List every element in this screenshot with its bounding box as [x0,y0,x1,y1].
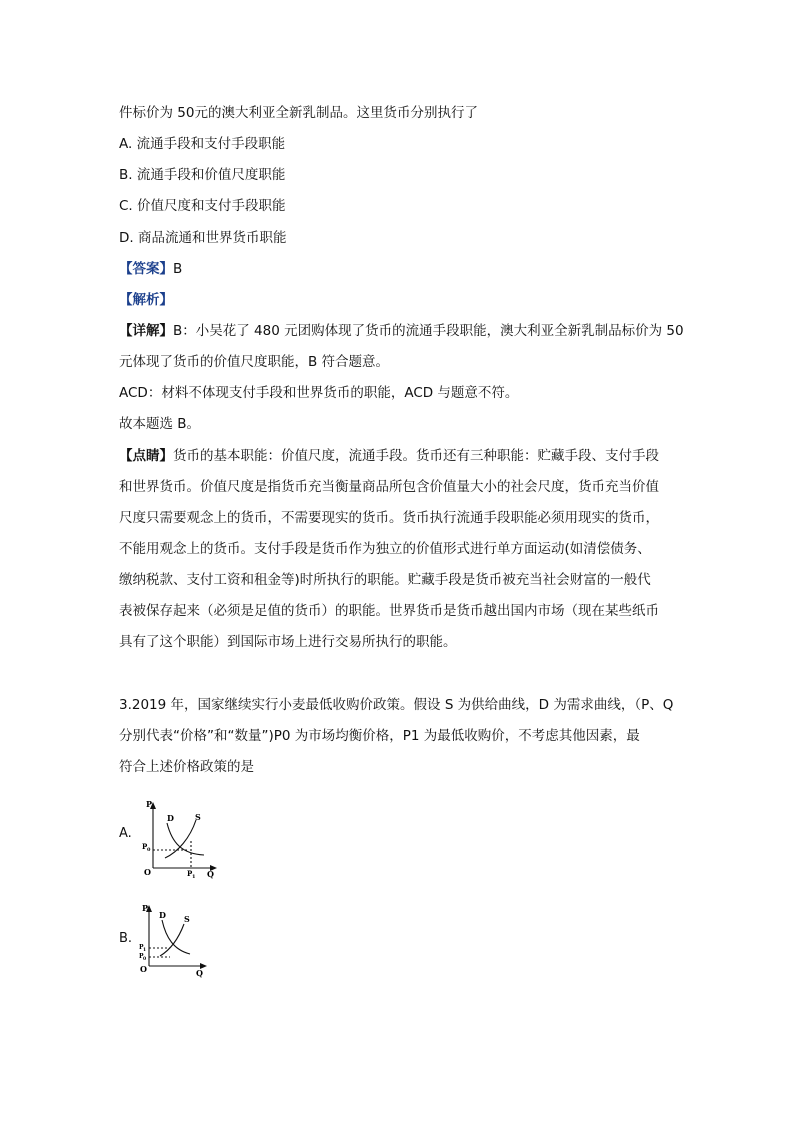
q3-line-1: 3.2019 年，国家继续实行小麦最低收购价政策。假设 S 为供给曲线，D 为需求曲线，（P、Q [119,697,674,713]
question-stem-tail: 件标价为 50元的澳大利亚全新乳制品。这里货币分别执行了 [119,105,478,121]
detail-line-2: 元体现了货币的价值尺度职能，B 符合题意。 [119,354,390,370]
answer-tag: 【答案】 [119,261,173,277]
quantity-label-sub: 1 [192,874,196,880]
axis-x-label: Q [196,968,203,978]
option-d: D. 商品流通和世界货币职能 [119,230,287,246]
option-b: B. 流通手段和价值尺度职能 [119,167,286,183]
conclusion-line: 故本题选 B。 [119,416,201,432]
q3-option-a-label: A. [119,826,132,841]
origin-label: O [144,867,151,877]
supply-curve [165,820,196,858]
tip-line-5: 缴纳税款、支付工资和租金等)时所执行的职能。贮藏手段是货币被充当社会财富的一般代 [119,572,651,588]
acd-line: ACD：材料不体现支付手段和世界货币的职能，ACD 与题意不符。 [119,385,519,401]
q3-line-3: 符合上述价格政策的是 [119,759,254,775]
p1-label: P [139,944,144,951]
option-a: A. 流通手段和支付手段职能 [119,136,286,152]
p0-label-sub: 0 [143,957,147,962]
supply-curve [160,924,184,956]
p1-label-sub: 1 [143,948,147,953]
supply-label: S [195,812,201,822]
axis-y-label: P [142,903,149,913]
tip-line-1 [119,446,659,466]
detail-text-1: B：小吴花了 480 元团购体现了货币的流通手段职能，澳大利亚全新乳制品标价为 50 [173,323,684,339]
demand-label: D [167,813,174,823]
origin-label: O [140,964,147,974]
price-label-sub: 0 [147,847,151,853]
q3-line-2: 分别代表“价格”和“数量”)P0 为市场均衡价格，P1 为最低收购价，不考虑其他因素，最 [119,728,640,744]
answer-line [119,259,182,279]
q3-graph-a [140,798,222,880]
tip-line-3: 尺度只需要观念上的货币，不需要现实的货币。货币执行流通手段职能必须用现实的货币， [119,510,659,526]
analysis-tag: 【解析】 [119,292,173,308]
axis-x-label: Q [207,869,214,879]
tip-line-2: 和世界货币。价值尺度是指货币充当衡量商品所包含价值量大小的社会尺度，货币充当价值 [119,479,659,495]
answer-value: B [173,261,183,277]
tip-line-4: 不能用观念上的货币。支付手段是货币作为独立的价值形式进行单方面运动(如清偿债务、 [119,541,651,557]
tip-line-6: 表被保存起来（必须是足值的货币）的职能。世界货币是货币越出国内市场（现在某些纸币 [119,603,659,619]
demand-curve [162,920,190,954]
quantity-label: P [187,869,193,878]
q3-graph-b [138,902,210,980]
demand-label: D [159,910,166,920]
detail-line-1 [119,321,684,341]
axis-y-label: P [146,799,153,809]
tip-line-7: 具有了这个职能）到国际市场上进行交易所执行的职能。 [119,634,457,650]
p0-label: P [139,953,144,960]
tip-tag: 【点睛】 [119,448,173,464]
q3-option-b-label: B. [119,931,133,946]
supply-label: S [184,914,190,924]
price-label: P [142,842,148,851]
detail-tag: 【详解】 [119,323,173,339]
tip-text-1: 货币的基本职能：价值尺度，流通手段。货币还有三种职能：贮藏手段、支付手段 [173,448,659,464]
option-c: C. 价值尺度和支付手段职能 [119,198,286,214]
